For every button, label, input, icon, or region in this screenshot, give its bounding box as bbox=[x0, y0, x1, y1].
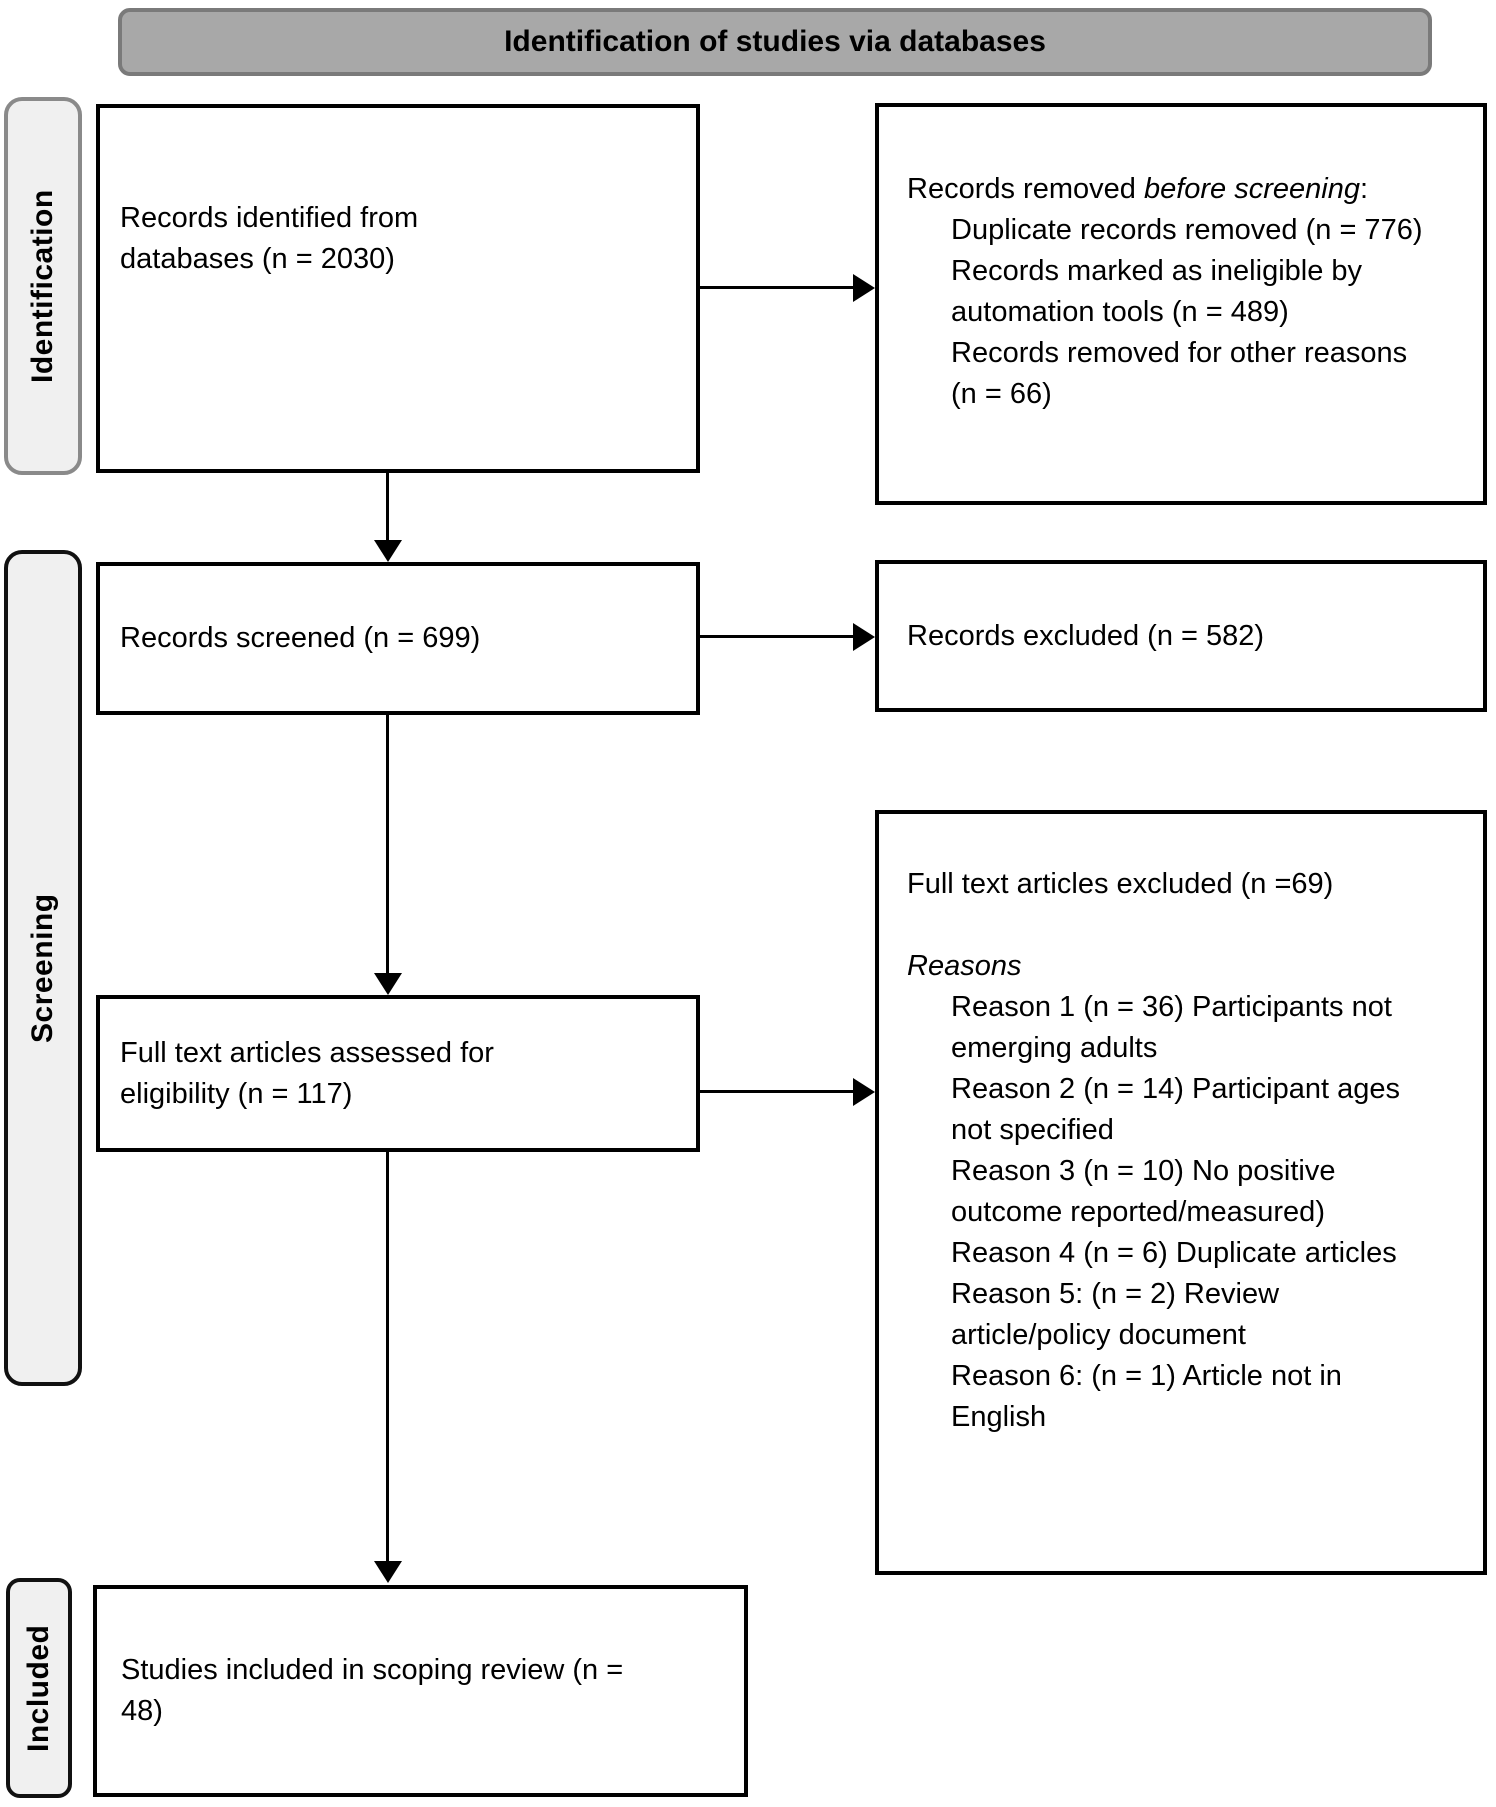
stage-label-screening-text: Screening bbox=[26, 893, 59, 1043]
box-records-excluded bbox=[875, 560, 1487, 712]
stage-label-identification-text: Identification bbox=[26, 189, 59, 383]
box-fulltext-assessed bbox=[96, 995, 700, 1152]
arrow-head-right-icon bbox=[853, 623, 875, 651]
box-records-identified bbox=[96, 104, 700, 473]
list-item: Reason 2 (n = 14) Participant ages not specified bbox=[951, 1073, 1400, 1146]
box-studies-included bbox=[93, 1585, 748, 1797]
box-records-removed-intro bbox=[907, 169, 1459, 210]
stage-label-identification bbox=[4, 97, 82, 475]
box-records-removed bbox=[875, 103, 1487, 505]
arrow-line bbox=[700, 286, 855, 289]
list-item: Reason 4 (n = 6) Duplicate articles bbox=[951, 1237, 1397, 1269]
box-fulltext-assessed-text: Full text articles assessed for eligibility (n = 117) bbox=[120, 1036, 494, 1110]
stage-label-included-text: Included bbox=[22, 1624, 55, 1752]
arrow-assessed-to-excluded-reasons bbox=[700, 1077, 875, 1107]
list-item: Records marked as ineligible by automation tools (n = 489) bbox=[951, 255, 1363, 328]
diagram-title: Identification of studies via databases bbox=[504, 25, 1046, 58]
box-records-screened-text: Records screened (n = 699) bbox=[120, 622, 481, 654]
arrow-identified-to-removed bbox=[700, 273, 875, 303]
list-item: Records removed for other reasons (n = 66) bbox=[951, 337, 1408, 410]
arrow-line bbox=[386, 473, 389, 542]
stage-label-screening bbox=[4, 550, 82, 1386]
diagram-header bbox=[118, 8, 1432, 76]
box-records-excluded-text: Records excluded (n = 582) bbox=[907, 619, 1265, 652]
box-records-identified-text: Records identified from databases (n = 2030) bbox=[120, 201, 419, 275]
arrow-line bbox=[386, 715, 389, 975]
arrow-head-right-icon bbox=[853, 274, 875, 302]
arrow-screened-to-excluded bbox=[700, 622, 875, 652]
box-records-screened bbox=[96, 562, 700, 715]
reasons-label: Reasons bbox=[907, 950, 1022, 982]
arrow-line bbox=[386, 1152, 389, 1563]
stage-label-included bbox=[6, 1578, 72, 1798]
arrow-line bbox=[700, 635, 855, 638]
box-fulltext-excluded bbox=[875, 810, 1487, 1575]
arrow-screened-to-assessed bbox=[373, 715, 403, 995]
intro-prefix: Records removed bbox=[907, 173, 1144, 205]
box-studies-included-text: Studies included in scoping review (n = 48) bbox=[121, 1654, 624, 1727]
list-item: Reason 1 (n = 36) Participants not emerging adults bbox=[951, 991, 1392, 1064]
arrow-head-down-icon bbox=[374, 1561, 402, 1583]
intro-italic: before screening bbox=[1143, 173, 1360, 205]
arrow-assessed-to-included bbox=[373, 1152, 403, 1583]
arrow-line bbox=[700, 1090, 855, 1093]
arrow-identified-to-screened bbox=[373, 473, 403, 562]
list-item: Reason 3 (n = 10) No positive outcome reported/measured) bbox=[951, 1155, 1336, 1228]
box-fulltext-excluded-title: Full text articles excluded (n =69) bbox=[907, 868, 1334, 900]
arrow-head-down-icon bbox=[374, 540, 402, 562]
list-item: Reason 5: (n = 2) Review article/policy document bbox=[951, 1278, 1280, 1351]
intro-suffix: : bbox=[1359, 173, 1369, 205]
arrow-head-down-icon bbox=[374, 973, 402, 995]
list-item: Reason 6: (n = 1) Article not in English bbox=[951, 1360, 1342, 1433]
box-fulltext-excluded-reasons bbox=[907, 987, 1459, 1438]
arrow-head-right-icon bbox=[853, 1078, 875, 1106]
box-records-removed-items bbox=[907, 210, 1459, 415]
list-item: Duplicate records removed (n = 776) bbox=[951, 214, 1423, 246]
